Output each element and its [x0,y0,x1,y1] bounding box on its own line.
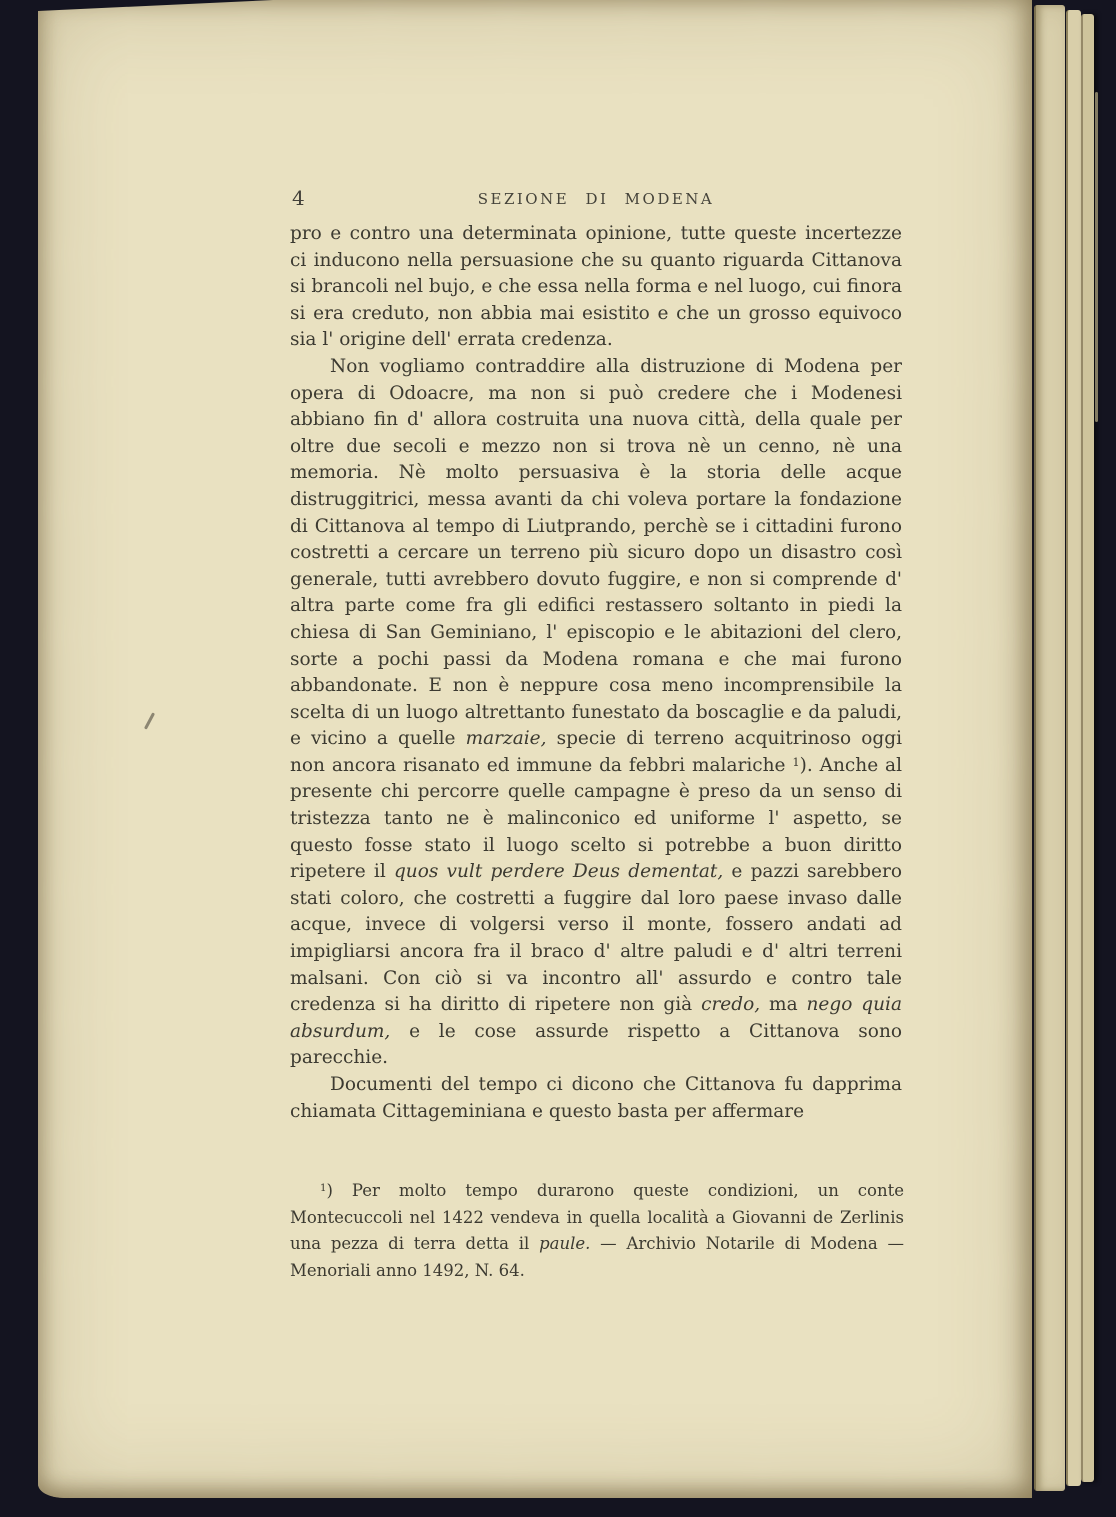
book-page [38,0,1032,1498]
text-run: ). Anche al presente chi percorre quelle campagne è preso da un senso di tristezza tanto ne è malinconico ed uniforme l' aspetto, se questo fosse stato il luogo scelto si potrebbe a buon diritto ripetere il [290,754,902,883]
text-run: Documenti del tempo ci dicono che Cittanova fu dapprima chiamata Cittageminiana e questo basta per affermare [290,1074,902,1122]
page-number: 4 [292,186,305,210]
text-run: — Archivio Notarile di Modena — Menoriali anno 1492, N. 64. [290,1234,904,1280]
text-run: ) Per molto tempo durarono queste condizioni, un conte Montecuccoli nel 1422 vendeva in quella località a Giovanni de Zerlinis una pezza di terra detta il [290,1181,904,1253]
text-run: e le cose assurde rispetto a Cittanova sono parecchie. [290,1020,902,1069]
paragraph [290,354,902,1072]
running-header: SEZIONE DI MODENA [477,190,715,208]
paragraph [290,1072,902,1125]
italic-text: credo, [701,994,761,1016]
italic-text: nego quia absurdum, [290,994,902,1042]
footnote [290,1178,904,1284]
footnote-marker: 1 [792,754,800,769]
page-edge-3 [1081,14,1094,1482]
text-run: pro e contro una determinata opinione, tutte queste incertezze ci inducono nella persuasione che su quanto riguarda Cittanova si brancoli nel bujo, e che essa nella forma e nel luogo, cui finora si era creduto, non abbia mai esistito e che un grosso equivoco sia l' origine dell' errata credenza. [290,223,902,351]
paragraph [290,221,902,354]
italic-text: marzaie, [465,728,547,750]
page-edge-1 [1034,5,1065,1491]
footnote-paragraph [290,1178,904,1284]
pen-mark [144,712,155,729]
body-text [290,221,902,1125]
footnote-marker: 1 [320,1183,327,1195]
page-edge-2 [1066,10,1081,1486]
text-run: specie di terreno acquitrinoso oggi non ancora risanato ed immune da febbri malariche [290,728,903,776]
italic-text: quos vult perdere Deus dementat, [393,861,724,883]
text-run: e pazzi sarebbero stati coloro, che costretti a fuggire dal loro paese invaso dalle acque, invece di volgersi verso il monte, fossero andati ad impigliarsi ancora fra il braco d' altre paludi e d' altri terreni malsani. Con ciò si va incontro all' assurdo e contro tale credenza si ha diritto di ripetere non già [290,861,902,1016]
italic-text: paule. [539,1234,591,1253]
text-run: ma [760,994,807,1016]
page-edge-4 [1095,92,1098,422]
page-header [290,186,902,212]
text-run: Non vogliamo contraddire alla distruzione di Modena per opera di Odoacre, ma non si può credere che i Modenesi abbiano fin d' allora costruita una nuova città, della quale per oltre due secoli e mezzo non si trova nè un cenno, nè una memoria. Nè molto persuasiva è la storia delle acque distruggitrici, messa avanti da chi voleva portare la fondazione di Cittanova al tempo di Liutprando, perchè se i cittadini furono costretti a cercare un terreno più sicuro dopo un disastro così generale, tutti avrebbero dovuto fuggire, e non si comprende d' altra parte come fra gli edifici restassero soltanto in piedi la chiesa di San Geminiano, l' episcopio e le abitazioni del clero, sorte a pochi passi da Modena romana e che mai furono abbandonate. E non è neppure cosa meno incomprensibile la scelta di un luogo altrettanto funestato da boscaglie e da paludi, e vicino a quelle [290,355,902,750]
page-corner-shadow [38,0,273,11]
